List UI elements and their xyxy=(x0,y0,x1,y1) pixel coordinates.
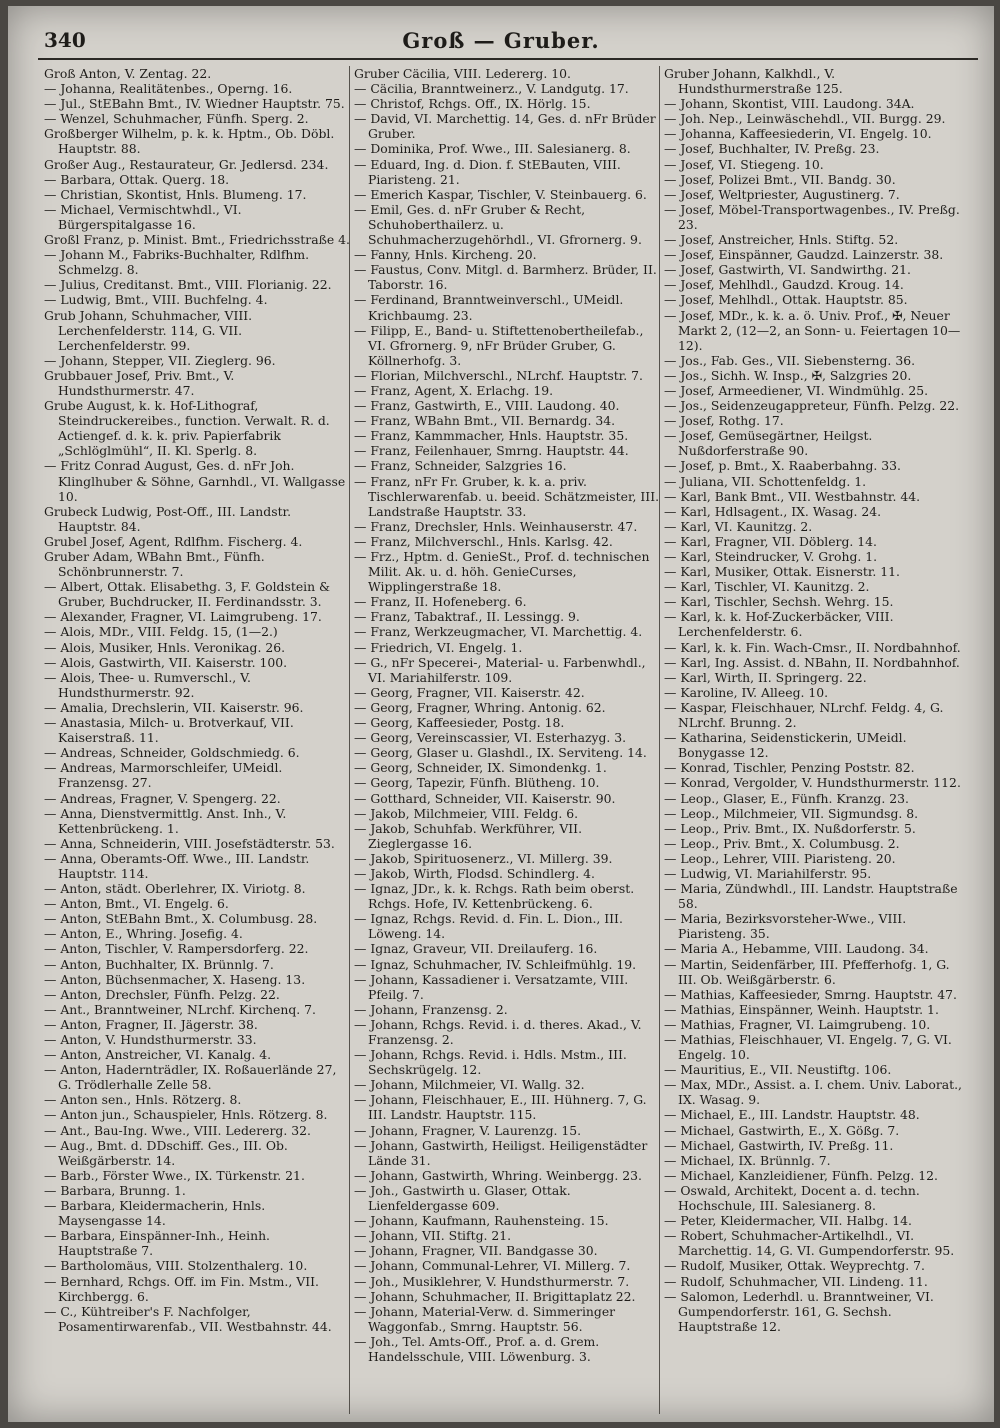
directory-entry: — Jul., StEBahn Bmt., IV. Wiedner Hauptstr. 75. xyxy=(44,96,345,112)
directory-entry: — Michael, Kanzleidiener, Fünfh. Pelzg. 12. xyxy=(664,1167,938,1183)
directory-entry: — Franz, Schneider, Salzgries 16. xyxy=(354,458,567,474)
directory-entry: — Georg, Schneider, IX. Simondenkg. 1. xyxy=(354,760,607,776)
directory-entry: — Oswald, Architekt, Docent a. d. techn. Hochschule, III. Salesianerg. 8. xyxy=(664,1182,920,1214)
directory-entry: — Anton, Buchhalter, IX. Brünnlg. 7. xyxy=(44,956,274,972)
running-title: Groß — Gruber. xyxy=(402,28,600,53)
directory-entry: Grubbauer Josef, Priv. Bmt., V. Hundsthurmerstr. 47. xyxy=(44,367,235,398)
directory-entry: — Anton, Büchsenmacher, X. Haseng. 13. xyxy=(44,971,306,987)
directory-entry: — Leop., Priv. Bmt., X. Columbusg. 2. xyxy=(664,835,900,851)
directory-entry: — Josef, Weltpriester, Augustinerg. 7. xyxy=(664,186,900,202)
directory-entry: — Franz, nFr Fr. Gruber, k. k. a. priv. Tischlerwarenfab. u. beeid. Schätzmeister, III. Landstraße Hauptstr. 33. xyxy=(354,473,660,519)
directory-entry: — Frz., Hptm. d. GenieSt., Prof. d. technischen Milit. Ak. u. d. höh. GenieCurses, Wipplingerstraße 18. xyxy=(354,549,650,595)
directory-entry: — Ignaz, Graveur, VII. Dreilauferg. 16. xyxy=(354,941,598,957)
directory-entry: Grube August, k. k. Hof-Lithograf, Steindruckereibes., function. Verwalt. R. d. Actiengef. d. k. k. priv. Papierfabrik „Schlöglmühl“, II. Kl. Sperlg. 8. xyxy=(44,398,330,459)
directory-entry: — Karl, Fragner, VII. Döblerg. 14. xyxy=(664,533,877,549)
directory-entry: — Franz, Drechsler, Hnls. Weinhauserstr. 47. xyxy=(354,518,638,534)
directory-entry: Gruber Cäcilia, VIII. Ledererg. 10. xyxy=(354,66,571,81)
directory-entry: — Jakob, Milchmeier, VIII. Feldg. 6. xyxy=(354,805,579,821)
directory-entry: — Mathias, Fragner, VI. Laimgrubeng. 10. xyxy=(664,1016,931,1032)
directory-entry: — Jos., Fab. Ges., VII. Siebensterng. 36. xyxy=(664,352,916,368)
directory-entry: — Anna, Schneiderin, VIII. Josefstädterstr. 53. xyxy=(44,835,335,851)
directory-entry: — Johann, Schuhmacher, II. Brigittaplatz 22. xyxy=(354,1288,636,1304)
directory-entry: — Kaspar, Fleischhauer, NLrchf. Feldg. 4, G. NLrchf. Brunng. 2. xyxy=(664,699,944,731)
directory-entry: — Johann, Milchmeier, VI. Wallg. 32. xyxy=(354,1077,585,1093)
directory-entry: — Josef, VI. Stiegeng. 10. xyxy=(664,156,824,172)
directory-entry: — Josef, Mehlhdl., Gaudzd. Kroug. 14. xyxy=(664,277,904,293)
directory-entry: — Julius, Creditanst. Bmt., VIII. Florianig. 22. xyxy=(44,277,332,293)
directory-entry: — Josef, Mehlhdl., Ottak. Hauptstr. 85. xyxy=(664,292,908,308)
directory-entry: — Barbara, Einspänner-Inh., Heinh. Hauptstraße 7. xyxy=(44,1228,270,1259)
directory-entry: — Josef, Gemüsegärtner, Heilgst. Nußdorferstraße 90. xyxy=(664,428,873,459)
directory-entry: — Karl, k. k. Hof-Zuckerbäcker, VIII. Lerchenfelderstr. 6. xyxy=(664,609,894,640)
directory-entry: — Georg, Tapezir, Fünfh. Blütheng. 10. xyxy=(354,775,600,791)
directory-entry: — Johann, Kaufmann, Rauhensteing. 15. xyxy=(354,1213,609,1229)
directory-entry: — Faustus, Conv. Mitgl. d. Barmherz. Brüder, II. Taborstr. 16. xyxy=(354,262,657,293)
directory-entry: — Konrad, Vergolder, V. Hundsthurmerstr. 112. xyxy=(664,775,961,791)
directory-entry: — Leop., Milchmeier, VII. Sigmundsg. 8. xyxy=(664,805,919,821)
directory-entry: — Johann, Gastwirth, Heiligst. Heiligenstädter Lände 31. xyxy=(354,1137,648,1168)
directory-entry: — Franz, WBahn Bmt., VII. Bernardg. 34. xyxy=(354,413,616,429)
directory-entry: — Juliana, VII. Schottenfeldg. 1. xyxy=(664,473,867,489)
directory-entry: — Franz, Werkzeugmacher, VI. Marchettig. 4. xyxy=(354,624,643,640)
directory-entry: — Barb., Förster Wwe., IX. Türkenstr. 21. xyxy=(44,1167,305,1183)
directory-entry: — Johann, Franzensg. 2. xyxy=(354,1001,508,1017)
directory-entry: — Anastasia, Milch- u. Brotverkauf, VII. Kaiserstraß. 11. xyxy=(44,715,294,746)
directory-entry: Gruber Adam, WBahn Bmt., Fünfh. Schönbrunnerstr. 7. xyxy=(44,549,265,580)
directory-entry: — Andreas, Fragner, V. Spengerg. 22. xyxy=(44,790,281,806)
directory-entry: — Alexander, Fragner, VI. Laimgrubeng. 17. xyxy=(44,609,322,625)
directory-entry: — Franz, Feilenhauer, Smrng. Hauptstr. 44. xyxy=(354,443,629,459)
directory-entry: — Gotthard, Schneider, VII. Kaiserstr. 90. xyxy=(354,790,616,806)
directory-entry: — Michael, Gastwirth, IV. Preßg. 11. xyxy=(664,1137,894,1153)
directory-entry: Grub Johann, Schuhmacher, VIII. Lerchenfelderstr. 114, G. VII. Lerchenfelderstr. 99. xyxy=(44,307,253,353)
directory-entry: — Max, MDr., Assist. a. I. chem. Univ. Laborat., IX. Wasag. 9. xyxy=(664,1077,962,1108)
directory-entry: — Rudolf, Musiker, Ottak. Weyprechtg. 7. xyxy=(664,1258,925,1274)
column-3 xyxy=(664,66,970,1334)
directory-entry: — Josef, MDr., k. k. a. ö. Univ. Prof., ✠, Neuer Markt 2, (12—2, an Sonn- u. Feiertagen 10—12). xyxy=(664,307,961,353)
directory-entry: Grubeck Ludwig, Post-Off., III. Landstr. Hauptstr. 84. xyxy=(44,503,292,534)
directory-entry: — Jakob, Wirth, Flodsd. Schindlerg. 4. xyxy=(354,865,595,881)
directory-entry: — Johann, VII. Stiftg. 21. xyxy=(354,1228,512,1244)
directory-entry: — Johann, Kassadiener i. Versatzamte, VIII. Pfeilg. 7. xyxy=(354,971,629,1002)
directory-entry: — Konrad, Tischler, Penzing Poststr. 82. xyxy=(664,760,915,776)
directory-entry: — Johann, Fragner, VII. Bandgasse 30. xyxy=(354,1243,598,1259)
directory-entry: — Anton sen., Hnls. Rötzerg. 8. xyxy=(44,1092,242,1108)
directory-entry: — Johann, Material-Verw. d. Simmeringer Waggonfab., Smrng. Hauptstr. 56. xyxy=(354,1303,616,1334)
directory-entry: — Christof, Rchgs. Off., IX. Hörlg. 15. xyxy=(354,96,591,112)
directory-entry: — Christian, Skontist, Hnls. Blumeng. 17. xyxy=(44,186,307,202)
directory-entry: — Karl, Tischler, VI. Kaunitzg. 2. xyxy=(664,579,870,595)
directory-entry: — Johanna, Realitätenbes., Operng. 16. xyxy=(44,81,293,97)
directory-entry: — C., Kühtreiber's F. Nachfolger, Posamentirwarenfab., VII. Westbahnstr. 44. xyxy=(44,1303,332,1334)
directory-entry: — Josef, Polizei Bmt., VII. Bandg. 30. xyxy=(664,171,896,187)
directory-entry: — Alois, Musiker, Hnls. Veronikag. 26. xyxy=(44,639,286,655)
directory-entry: — Rudolf, Schuhmacher, VII. Lindeng. 11. xyxy=(664,1273,928,1289)
directory-entry: — Albert, Ottak. Elisabethg. 3, F. Goldstein & Gruber, Buchdrucker, II. Ferdinandsstr. 3. xyxy=(44,579,331,610)
directory-entry: — Maria, Zündwhdl., III. Landstr. Hauptstraße 58. xyxy=(664,881,958,912)
directory-entry: — Salomon, Lederhdl. u. Branntweiner, VI. Gumpendorferstr. 161, G. Sechsh. Hauptstraße 12. xyxy=(664,1288,934,1334)
directory-entry: — Karoline, IV. Alleeg. 10. xyxy=(664,684,829,700)
directory-entry: — Franz, Milchverschl., Hnls. Karlsg. 42. xyxy=(354,533,613,549)
directory-entry: — Johann, Rchgs. Revid. i. Hdls. Mstm., III. Sechskrügelg. 12. xyxy=(354,1047,627,1078)
directory-entry: — Michael, Gastwirth, E., X. Gößg. 7. xyxy=(664,1122,900,1138)
directory-entry: — Ignaz, Rchgs. Revid. d. Fin. L. Dion., III. Löweng. 14. xyxy=(354,911,623,942)
directory-entry: — Karl, VI. Kaunitzg. 2. xyxy=(664,518,813,534)
directory-entry: — Karl, Tischler, Sechsh. Wehrg. 15. xyxy=(664,594,894,610)
directory-entry: — Barbara, Kleidermacherin, Hnls. Maysengasse 14. xyxy=(44,1198,266,1229)
directory-entry: Großer Aug., Restaurateur, Gr. Jedlersd. 234. xyxy=(44,156,329,172)
directory-entry: — Jakob, Schuhfab. Werkführer, VII. Zieglergasse 16. xyxy=(354,820,583,851)
column-1 xyxy=(44,66,350,1334)
directory-entry: — Katharina, Seidenstickerin, UMeidl. Bonygasse 12. xyxy=(664,730,907,761)
directory-entry: — Amalia, Drechslerin, VII. Kaiserstr. 96. xyxy=(44,699,304,715)
directory-entry: — Georg, Fragner, VII. Kaiserstr. 42. xyxy=(354,684,585,700)
directory-entry: — Eduard, Ing. d. Dion. f. StEBauten, VIII. Piaristeng. 21. xyxy=(354,156,621,187)
directory-entry: — Mathias, Fleischhauer, VI. Engelg. 7, G. VI. Engelg. 10. xyxy=(664,1032,952,1063)
directory-entry: — Karl, Hdlsagent., IX. Wasag. 24. xyxy=(664,503,882,519)
directory-entry: — Bernhard, Rchgs. Off. im Fin. Mstm., VII. Kirchbergg. 6. xyxy=(44,1273,319,1304)
directory-entry: — Maria, Bezirksvorsteher-Wwe., VIII. Piaristeng. 35. xyxy=(664,911,907,942)
directory-entry: — Franz, Agent, X. Erlachg. 19. xyxy=(354,382,554,398)
directory-entry: — Filipp, E., Band- u. Stiftettenobertheilefab., VI. Gfrornerg. 9, nFr Brüder Gruber, G. Köllnerhofg. 3. xyxy=(354,322,644,368)
directory-entry: — Joh. Nep., Leinwäschehdl., VII. Burgg. 29. xyxy=(664,111,946,127)
directory-entry: — Karl, Ing. Assist. d. NBahn, II. Nordbahnhof. xyxy=(664,654,960,670)
directory-entry: — Josef, p. Bmt., X. Raaberbahng. 33. xyxy=(664,458,901,474)
directory-entry: — Josef, Gastwirth, VI. Sandwirthg. 21. xyxy=(664,262,911,278)
directory-entry: — Joh., Tel. Amts-Off., Prof. a. d. Grem. Handelsschule, VIII. Löwenburg. 3. xyxy=(354,1333,600,1364)
directory-entry: — Ant., Bau-Ing. Wwe., VIII. Ledererg. 32. xyxy=(44,1122,311,1138)
directory-entry: — Josef, Buchhalter, IV. Preßg. 23. xyxy=(664,141,880,157)
directory-entry: — Leop., Priv. Bmt., IX. Nußdorferstr. 5. xyxy=(664,820,916,836)
directory-entry: — Anton, StEBahn Bmt., X. Columbusg. 28. xyxy=(44,911,318,927)
directory-entry: — Ludwig, Bmt., VIII. Buchfelng. 4. xyxy=(44,292,268,308)
directory-entry: — Andreas, Marmorschleifer, UMeidl. Franzensg. 27. xyxy=(44,760,283,791)
directory-entry: — Anna, Oberamts-Off. Wwe., III. Landstr. Hauptstr. 114. xyxy=(44,850,310,881)
directory-entry: — Anton, V. Hundsthurmerstr. 33. xyxy=(44,1032,257,1047)
directory-entry: — Franz, Tabaktraf., II. Lessingg. 9. xyxy=(354,609,580,625)
directory-entry: — Anton, Anstreicher, VI. Kanalg. 4. xyxy=(44,1047,272,1063)
directory-entry: — Josef, Möbel-Transportwagenbes., IV. Preßg. 23. xyxy=(664,201,960,232)
directory-entry: — Wenzel, Schuhmacher, Fünfh. Sperg. 2. xyxy=(44,111,309,127)
directory-entry: — Anton jun., Schauspieler, Hnls. Rötzerg. 8. xyxy=(44,1107,328,1123)
header-rule xyxy=(38,58,978,60)
directory-entry: — Karl, Wirth, II. Springerg. 22. xyxy=(664,669,867,685)
directory-entry: — Ant., Branntweiner, NLrchf. Kirchenq. 7. xyxy=(44,1001,316,1017)
directory-entry: — Aug., Bmt. d. DDschiff. Ges., III. Ob. Weißgärberstr. 14. xyxy=(44,1137,288,1168)
directory-entry: — Bartholomäus, VIII. Stolzenthalerg. 10. xyxy=(44,1258,308,1274)
directory-entry: — Michael, IX. Brünnlg. 7. xyxy=(664,1152,831,1168)
directory-entry: — Michael, E., III. Landstr. Hauptstr. 48. xyxy=(664,1107,920,1123)
page-number: 340 xyxy=(44,28,86,52)
directory-entry: — Anna, Dienstvermittlg. Anst. Inh., V. Kettenbrückeng. 1. xyxy=(44,805,287,836)
directory-entry: — Ferdinand, Branntweinverschl., UMeidl. Krichbaumg. 23. xyxy=(354,292,624,323)
directory-entry: — Joh., Musiklehrer, V. Hundsthurmerstr. 7. xyxy=(354,1273,630,1289)
directory-entry: — Anton, E., Whring. Josefig. 4. xyxy=(44,926,243,942)
directory-entry: — Michael, Vermischtwhdl., VI. Bürgerspitalgasse 16. xyxy=(44,201,242,232)
directory-entry: Grubel Josef, Agent, Rdlfhm. Fischerg. 4. xyxy=(44,533,303,549)
directory-entry: — Franz, II. Hofeneberg. 6. xyxy=(354,594,527,610)
directory-entry: — Fritz Conrad August, Ges. d. nFr Joh. Klinglhuber & Söhne, Garnhdl., VI. Wallgasse 10. xyxy=(44,458,346,504)
directory-entry: — Franz, Gastwirth, E., VIII. Laudong. 40. xyxy=(354,398,620,414)
directory-entry: — Ludwig, VI. Mariahilferstr. 95. xyxy=(664,865,872,881)
directory-entry: — Fanny, Hnls. Kircheng. 20. xyxy=(354,247,537,263)
directory-entry: — Leop., Lehrer, VIII. Piaristeng. 20. xyxy=(664,850,896,866)
directory-entry: — Ignaz, Schuhmacher, IV. Schleifmühlg. 19. xyxy=(354,956,637,972)
directory-entry: — Florian, Milchverschl., NLrchf. Hauptstr. 7. xyxy=(354,367,643,383)
directory-entry: Großl Franz, p. Minist. Bmt., Friedrichsstraße 4. xyxy=(44,232,350,248)
directory-entry: — Franz, Kammmacher, Hnls. Hauptstr. 35. xyxy=(354,428,629,444)
directory-entry: — Cäcilia, Branntweinerz., V. Landgutg. 17. xyxy=(354,81,629,97)
directory-entry: — Alois, Thee- u. Rumverschl., V. Hundsthurmerstr. 92. xyxy=(44,669,251,700)
directory-entry: — Georg, Glaser u. Glashdl., IX. Serviteng. 14. xyxy=(354,745,647,761)
directory-entry: — Georg, Vereinscassier, VI. Esterhazyg. 3. xyxy=(354,730,627,746)
directory-entry: — Ignaz, JDr., k. k. Rchgs. Rath beim oberst. Rchgs. Hofe, IV. Kettenbrückeng. 6. xyxy=(354,881,635,912)
directory-entry: — Anton, Fragner, II. Jägerstr. 38. xyxy=(44,1016,258,1032)
directory-entry: — Barbara, Ottak. Querg. 18. xyxy=(44,171,230,187)
column-2 xyxy=(354,66,660,1364)
directory-entry: — Johann, Fragner, V. Laurenzg. 15. xyxy=(354,1122,582,1138)
directory-entry: — Johann, Stepper, VII. Zieglerg. 96. xyxy=(44,352,276,368)
directory-entry: — Josef, Armeediener, VI. Windmühlg. 25. xyxy=(664,382,929,398)
directory-entry: — Anton, Tischler, V. Rampersdorferg. 22. xyxy=(44,941,309,957)
directory-entry: — Johann, Skontist, VIII. Laudong. 34A. xyxy=(664,96,915,112)
directory-entry: — Peter, Kleidermacher, VII. Halbg. 14. xyxy=(664,1213,912,1229)
directory-entry: — Martin, Seidenfärber, III. Pfefferhofg. 1, G. III. Ob. Weißgärberstr. 6. xyxy=(664,956,950,987)
directory-entry: — Andreas, Schneider, Goldschmiedg. 6. xyxy=(44,745,300,761)
directory-entry: — Barbara, Brunng. 1. xyxy=(44,1182,186,1198)
directory-entry: — Emil, Ges. d. nFr Gruber & Recht, Schuhoberthailerz. u. Schuhmacherzugehörhdl., VI. Gfrornerg. 9. xyxy=(354,201,642,248)
directory-entry: — Anton, Hadernträdler, IX. Roßauerlände 27, G. Trödlerhalle Zelle 58. xyxy=(44,1062,337,1093)
directory-entry: — Johann, Gastwirth, Whring. Weinbergg. 23. xyxy=(354,1167,642,1183)
directory-entry: — Friedrich, VI. Engelg. 1. xyxy=(354,639,523,655)
directory-entry: — Dominika, Prof. Wwe., III. Salesianerg. 8. xyxy=(354,141,631,157)
directory-entry: — Alois, MDr., VIII. Feldg. 15, (1—2.) xyxy=(44,624,278,640)
directory-entry: — Maria A., Hebamme, VIII. Laudong. 34. xyxy=(664,941,929,957)
directory-entry: — Robert, Schuhmacher-Artikelhdl., VI. Marchettig. 14, G. VI. Gumpendorferstr. 95. xyxy=(664,1228,955,1259)
directory-entry: — Jakob, Spirituosenerz., VI. Millerg. 39. xyxy=(354,850,613,866)
directory-page xyxy=(8,6,994,1422)
directory-entry: — David, VI. Marchettig. 14, Ges. d. nFr Brüder Gruber. xyxy=(354,111,656,142)
directory-entry: — Mathias, Einspänner, Weinh. Hauptstr. 1. xyxy=(664,1001,939,1017)
directory-entry: — Josef, Anstreicher, Hnls. Stiftg. 52. xyxy=(664,232,899,248)
directory-entry: — Johanna, Kaffeesiederin, VI. Engelg. 10. xyxy=(664,126,932,142)
directory-entry: Gruber Johann, Kalkhdl., V. Hundsthurmerstraße 125. xyxy=(664,66,843,97)
directory-entry: — Anton, städt. Oberlehrer, IX. Viriotg. 8. xyxy=(44,881,306,897)
directory-entry: — Jos., Seidenzeugappreteur, Fünfh. Pelzg. 22. xyxy=(664,398,960,414)
directory-entry: — Leop., Glaser, E., Fünfh. Kranzg. 23. xyxy=(664,790,909,806)
directory-entry: — Karl, k. k. Fin. Wach-Cmsr., II. Nordbahnhof. xyxy=(664,639,961,655)
page-header xyxy=(8,28,994,58)
directory-entry: — Georg, Fragner, Whring. Antonig. 62. xyxy=(354,699,606,715)
directory-entry: — Johann, Communal-Lehrer, VI. Millerg. 7. xyxy=(354,1258,631,1274)
directory-entry: — Anton, Bmt., VI. Engelg. 6. xyxy=(44,896,229,912)
directory-entry: — Karl, Bank Bmt., VII. Westbahnstr. 44. xyxy=(664,488,921,504)
directory-entry: — Johann, Fleischhauer, E., III. Hühnerg. 7, G. III. Landstr. Hauptstr. 115. xyxy=(354,1092,647,1123)
directory-entry: — Karl, Steindrucker, V. Grohg. 1. xyxy=(664,549,878,564)
directory-entry: — Emerich Kaspar, Tischler, V. Steinbauerg. 6. xyxy=(354,186,647,202)
directory-entry: — Johann M., Fabriks-Buchhalter, Rdlfhm. Schmelzg. 8. xyxy=(44,247,310,278)
directory-entry: — Josef, Einspänner, Gaudzd. Lainzerstr. 38. xyxy=(664,247,944,263)
directory-entry: — Mauritius, E., VII. Neustiftg. 106. xyxy=(664,1062,892,1078)
directory-entry: — Josef, Rothg. 17. xyxy=(664,413,784,429)
directory-entry: Großberger Wilhelm, p. k. k. Hptm., Ob. Döbl. Hauptstr. 88. xyxy=(44,126,335,157)
directory-entry: — Georg, Kaffeesieder, Postg. 18. xyxy=(354,715,565,731)
directory-entry: — Mathias, Kaffeesieder, Smrng. Hauptstr. 47. xyxy=(664,986,957,1002)
directory-entry: — Jos., Sichh. W. Insp., ✠, Salzgries 20. xyxy=(664,367,912,383)
directory-entry: — Johann, Rchgs. Revid. i. d. theres. Akad., V. Franzensg. 2. xyxy=(354,1016,642,1047)
directory-entry: — Anton, Drechsler, Fünfh. Pelzg. 22. xyxy=(44,986,280,1002)
directory-entry: — Joh., Gastwirth u. Glaser, Ottak. Lienfeldergasse 609. xyxy=(354,1182,571,1214)
directory-entry: Groß Anton, V. Zentag. 22. xyxy=(44,66,212,81)
directory-entry: — Karl, Musiker, Ottak. Eisnerstr. 11. xyxy=(664,564,900,580)
directory-entry: — Alois, Gastwirth, VII. Kaiserstr. 100. xyxy=(44,654,288,670)
directory-entry: — G., nFr Specerei-, Material- u. Farbenwhdl., VI. Mariahilferstr. 109. xyxy=(354,654,646,685)
